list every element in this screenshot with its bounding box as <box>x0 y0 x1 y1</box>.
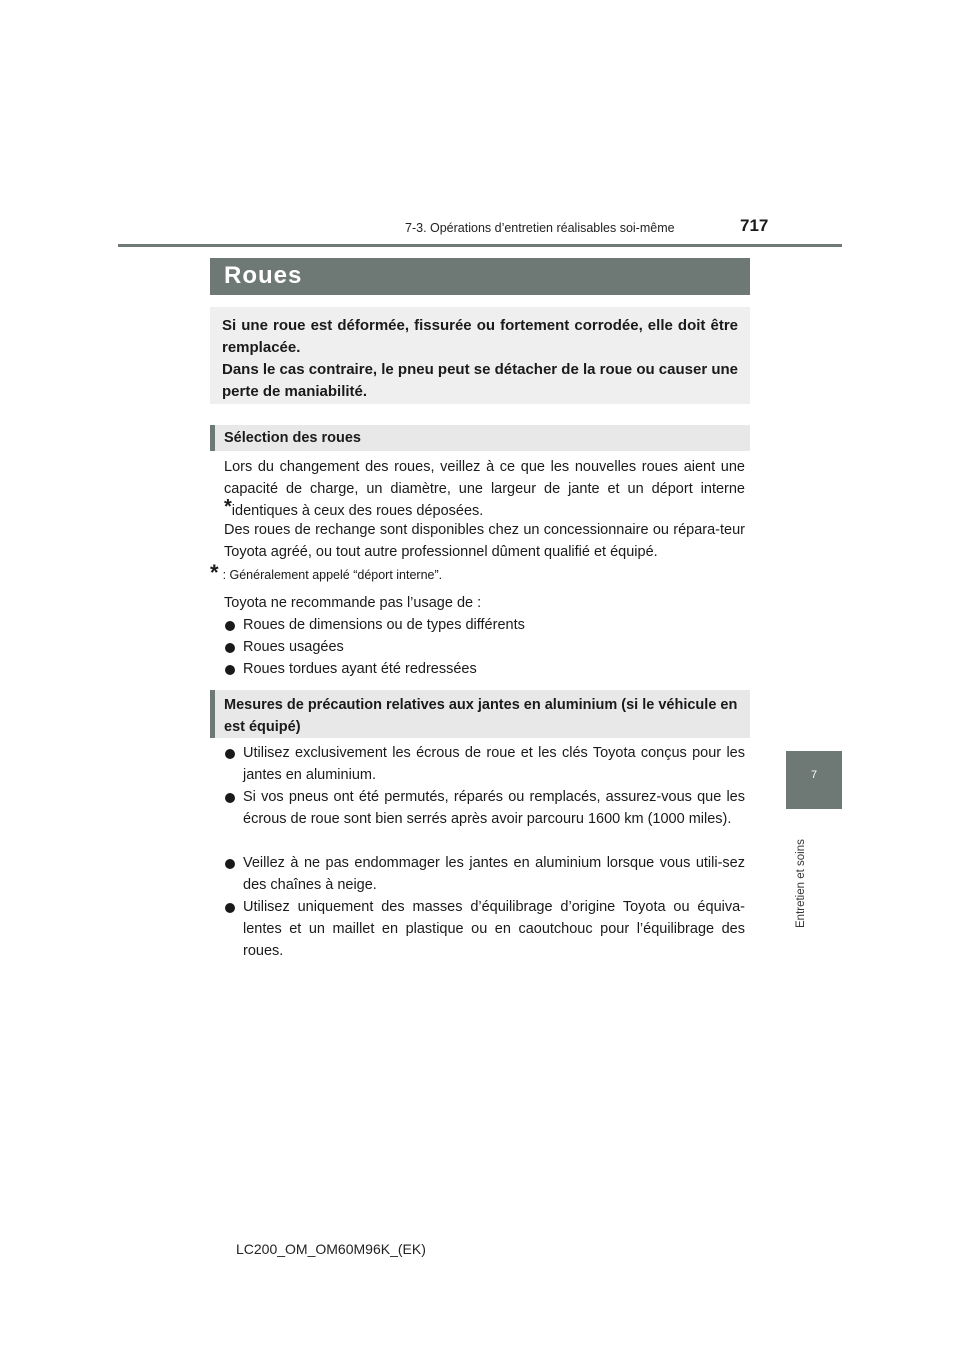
section-heading-wheel-selection <box>210 425 750 451</box>
list-item-text: Roues de dimensions ou de types différents <box>243 617 525 633</box>
bullet-icon <box>225 903 235 913</box>
list-item-text: Utilisez exclusivement les écrous de roue et les clés Toyota conçus pour les jantes en aluminium. <box>243 745 745 783</box>
list-item <box>224 614 745 636</box>
footnote-text: : Généralement appelé “déport interne”. <box>222 568 443 582</box>
section-reference: 7-3. Opérations d’entretien réalisables soi-même <box>405 221 675 235</box>
section-heading-aluminium-wheels <box>210 690 750 738</box>
list-item <box>224 786 745 830</box>
spare-wheels-paragraph: Des roues de rechange sont disponibles chez un concessionnaire ou répara-teur Toyota agréé, ou tout autre professionnel dûment qualifié et équipé. <box>224 522 745 560</box>
list-item-text: Si vos pneus ont été permutés, réparés ou remplacés, assurez-vous que les écrous de roue sont bien serrés après avoir parcouru 1600 km (1000 miles). <box>243 789 745 827</box>
chapter-side-label <box>793 820 809 928</box>
footnote <box>210 560 443 585</box>
footnote-star: * <box>224 496 232 518</box>
bullet-icon <box>225 859 235 869</box>
paragraph-text-after: identiques à ceux des roues déposées. <box>231 503 484 519</box>
intro-box <box>210 307 750 404</box>
footnote-star-marker: * <box>210 560 219 585</box>
list-item <box>224 658 745 680</box>
not-recommended-paragraph: Toyota ne recommande pas l’usage de : <box>224 595 482 611</box>
chapter-number: 7 <box>810 769 818 781</box>
list-item-text: Veillez à ne pas endommager les jantes en aluminium lorsque vous utili-sez des chaînes à neige. <box>243 855 745 893</box>
page-title: Roues <box>224 262 303 289</box>
section-heading-text: Mesures de précaution relatives aux jantes en aluminium (si le véhicule en est équipé) <box>224 697 738 735</box>
list-item-text: Utilisez uniquement des masses d’équilibrage d’origine Toyota ou équiva-lentes et un maillet en plastique ou en caoutchouc pour l’équilibrage des roues. <box>243 899 745 959</box>
list-item-text: Roues tordues ayant été redressées <box>243 661 477 677</box>
intro-text <box>222 315 738 403</box>
chapter-tab <box>786 751 842 809</box>
bullet-icon <box>225 665 235 675</box>
document-code: LC200_OM_OM60M96K_(EK) <box>236 1241 426 1257</box>
header-rule <box>118 244 842 247</box>
bullet-icon <box>225 749 235 759</box>
page-number: 717 <box>740 216 769 235</box>
bullet-icon <box>225 793 235 803</box>
section-heading-text: Sélection des roues <box>224 430 361 446</box>
list-item <box>224 742 745 786</box>
list-item <box>224 852 745 896</box>
paragraph-text-before: Lors du changement des roues, veillez à ce que les nouvelles roues aient une capacité de charge, un diamètre, une largeur de jante et un déport interne <box>224 459 745 497</box>
intro-line-1: Si une roue est déformée, fissurée ou fortement corrodée, elle doit être remplacée. <box>222 317 738 356</box>
intro-line-2: Dans le cas contraire, le pneu peut se détacher de la roue ou causer une perte de maniabilité. <box>222 361 739 400</box>
page-title-bar <box>210 258 750 295</box>
chapter-title: Entretien et soins <box>795 839 807 928</box>
list-item <box>224 896 745 962</box>
wheel-selection-paragraph <box>224 456 745 522</box>
list-item <box>224 636 745 658</box>
bullet-icon <box>225 643 235 653</box>
list-item-text: Roues usagées <box>243 639 344 655</box>
bullet-icon <box>225 621 235 631</box>
